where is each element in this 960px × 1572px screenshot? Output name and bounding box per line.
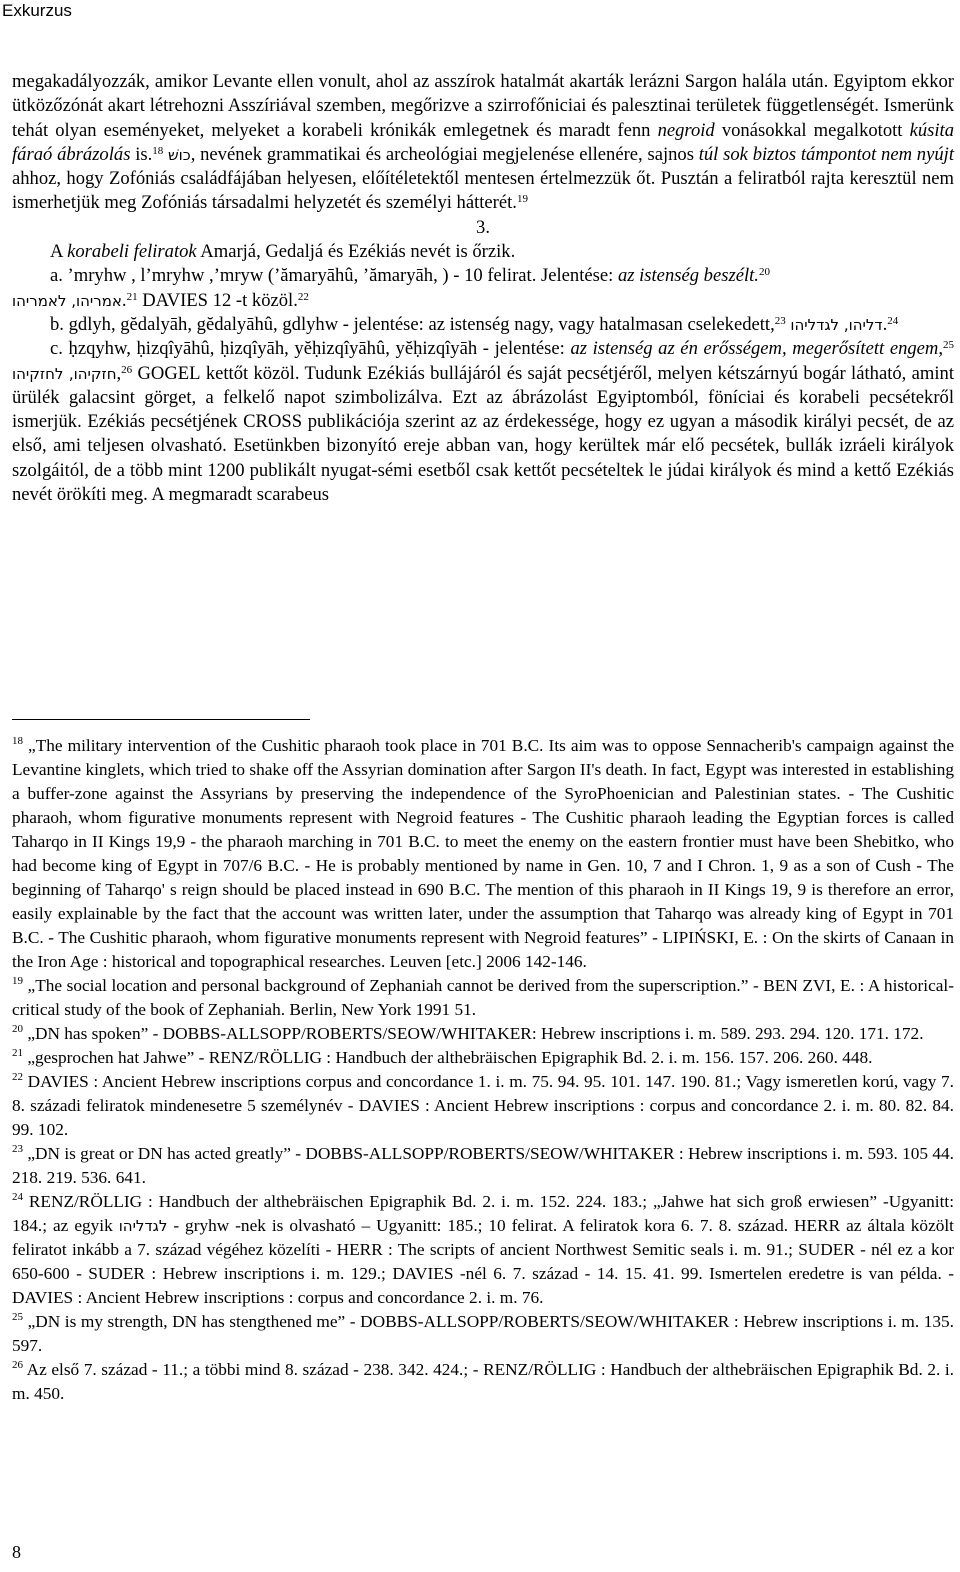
- footnote-19: $^{19}$ „The social location and personal background of Zephaniah cannot be derived from the superscription.” - BEN ZVI, E. : A historical-critical study of the book of Zephaniah. Berlin, New York 1991 51.: [12, 975, 954, 1019]
- running-header: Exkurzus: [2, 1, 72, 20]
- footnote-26: $^{26}$ Az első 7. század - 11.; a többi mind 8. század - 238. 342. 424.; - RENZ/RÖLLIG : Handbuch der althebräischen Epigraphik Bd. 2. i. m. 450.: [12, 1359, 954, 1403]
- footnote-ref-18: 18: [152, 144, 164, 157]
- footnote-separator: [12, 719, 310, 720]
- item-b: b. gdlyh, gĕdalyāh, gĕdalyāhû, gdlyhw - jelentése: az istenség nagy, vagy hatalmasan cselekedett,$^{23}$ דליהו, לגדליהו.$^{24}$: [50, 313, 899, 335]
- footnote-ref-19: 19: [516, 193, 528, 206]
- item-c: c. ḥzqyhw, ḥizqîyāhû, ḥizqîyāh, yĕḥizqîyāhû, yĕḥizqîyāh - jelentése: az istenség az én erősségem, megerősített engem,$^{25}$ חזקיהו, לחזקיהו,$^{26}$ GOGEL kettőt közöl. Tudunk Ezékiás bullájáról és saját pecsétjéről, melyen kétszárnyú bogár látható, amint ürülék galacsint görget, a felkelő napot szimbolizálva. Ezt az ábrázolást Egyiptomból, föníciai és korabeli pecsétekről ismerjük. Ezékiás pecsétjének CROSS publikációja szerint az az érdekessége, hogy ez ugyan a második királyi pecsét, de az első, ami teljesen olvasható. Esetünkben bizonyító ereje abban van, hogy kerültek már elő pecsétek, bullák izráeli királyok szolgáitól, de a több mint 1200 publikált nyugat-sémi esetből csak kettőt pecsételtek le júdai királyok és mind a kettő Ezékiás nevét örökíti meg. A megmaradt scarabeus: [12, 338, 954, 506]
- main-text: [12, 70, 954, 507]
- page-number: 8: [12, 1542, 21, 1562]
- footnote-22: $^{22}$ DAVIES : Ancient Hebrew inscriptions corpus and concordance 1. i. m. 75. 94. 95. 101. 147. 190. 81.; Vagy ismeretlen korú, vagy 7. 8. századi feliratok mindenesetre 5 személynév - DAVIES : Ancient Hebrew inscriptions : corpus and concordance 2. i. m. 80. 82. 84. 99. 102.: [12, 1071, 955, 1139]
- section-heading: A korabeli feliratok Amarjá, Gedaljá és Ezékiás nevét is őrzik.: [50, 241, 516, 263]
- paragraph-intro: megakadályozzák, amikor Levante ellen vonult, ahol az asszírok hatalmát akarták lerázni Sargon halála után. Egyiptom ekkor ütközőzónát akart létrehozni Asszíriával szemben, megőrizve a szirrofőniciai és palesztinai területek függetlenségét. Ismerünk tehát olyan eseményeket, melyeket a korabeli krónikák emlegetnek és maradt fenn negroid vonásokkal megalkotott kúsita fáraó ábrázolás is.$^{18}$ כושׁ, nevének grammatikai és archeológiai megjelenése ellenére, sajnos túl sok biztos támpontot nem nyújt ahhoz, hogy Zofóniás családfájában helyesen, előítéletektől mentesen értelmezzük őt. Pusztán a feliratból rajta keresztül nem ismerhetjük meg Zofóniás társadalmi helyzetét és személyi hátterét.$^{19}$: [12, 71, 954, 214]
- item-a: a. ’mryhw , l’mryhw ,’mryw (’ămaryāhû, ’ămaryāh, ) - 10 felirat. Jelentése: az istenség beszélt.$^{20}$: [50, 265, 770, 287]
- item-a-cont: אמריהו, לאמריהו.$^{21}$ DAVIES 12 -t közöl.$^{22}$: [12, 289, 309, 311]
- footnote-21: $^{21}$ „gesprochen hat Jahwe” - RENZ/RÖLLIG : Handbuch der althebräischen Epigraphik Bd. 2. i. m. 156. 157. 206. 260. 448.: [12, 1047, 873, 1067]
- hebrew-word: כושׁ: [168, 145, 191, 164]
- footnote-20: $^{20}$ „DN has spoken” - DOBBS-ALLSOPP/ROBERTS/SEOW/WHITAKER: Hebrew inscriptions i. m. 589. 293. 294. 120. 171. 172.: [12, 1023, 924, 1043]
- footnote-18: $^{18}$ „The military intervention of the Cushitic pharaoh took place in 701 B.C. Its aim was to oppose Sennacherib's campaign against the Levantine kinglets, which tried to shake off the Assyrian domination after Sargon II's death. In fact, Egypt was interested in establishing a buffer-zone against the Assyrians by preserving the independence of the SyroPhoenician and Palestinian states. - The Cushitic pharaoh, whom figurative monuments represent with Negroid features - The Cushitic pharaoh leading the Egyptian forces is called Taharqo in II Kings 19,9 - the pharaoh marching in 701 B.C. to meet the enemy on the eastern frontier must have been Shebitko, who had become king of Egypt in 707/6 B.C. - He is probably mentioned by name in Gen. 10, 7 and I Chron. 1, 9 as a son of Cush - The beginning of Taharqo' s reign should be placed instead in 690 B.C. The mention of this pharaoh in II Kings 19, 9 is therefore an error, easily explainable by the fact that the account was written later, under the assumption that Taharqo was already king of Egypt in 701 B.C. - The Cushitic pharaoh, whom figurative monuments represent with Negroid features” - LIPIŃSKI, E. : On the skirts of Canaan in the Iron Age : historical and topographical researches. Leuven [etc.] 2006 142-146.: [12, 735, 955, 971]
- footnote-23: $^{23}$ „DN is great or DN has acted greatly” - DOBBS-ALLSOPP/ROBERTS/SEOW/WHITAKER : Hebrew inscriptions i. m. 593. 105 44. 218. 219. 536. 641.: [12, 1143, 954, 1187]
- footnote-24: $^{24}$ RENZ/RÖLLIG : Handbuch der althebräischen Epigraphik Bd. 2. i. m. 152. 224. 183.; „Jahwe hat sich groß erwiesen” -Ugyanitt: 184.; az egyik לגדליהו - gryhw -nek is olvasható – Ugyanitt: 185.; 10 felirat. A feliratok kora 6. 7. 8. század. HERR az általa közölt feliratot inkább a 7. század végéhez közelíti - HERR : The scripts of ancient Northwest Semitic seals i. m. 91.; SUDER - nél ez a kor 650-600 - SUDER : Hebrew inscriptions i. m. 129.; DAVIES -nél 6. 7. század - 14. 15. 41. 99. Ismertelen eredetre is van példa. - DAVIES : Ancient Hebrew inscriptions : corpus and concordance 2. i. m. 76.: [12, 1191, 955, 1307]
- section-number: 3.: [476, 216, 490, 238]
- footnotes: [12, 734, 954, 1406]
- footnote-25: $^{25}$ „DN is my strength, DN has stengthened me” - DOBBS-ALLSOPP/ROBERTS/SEOW/WHITAKER : Hebrew inscriptions i. m. 135. 597.: [12, 1311, 954, 1355]
